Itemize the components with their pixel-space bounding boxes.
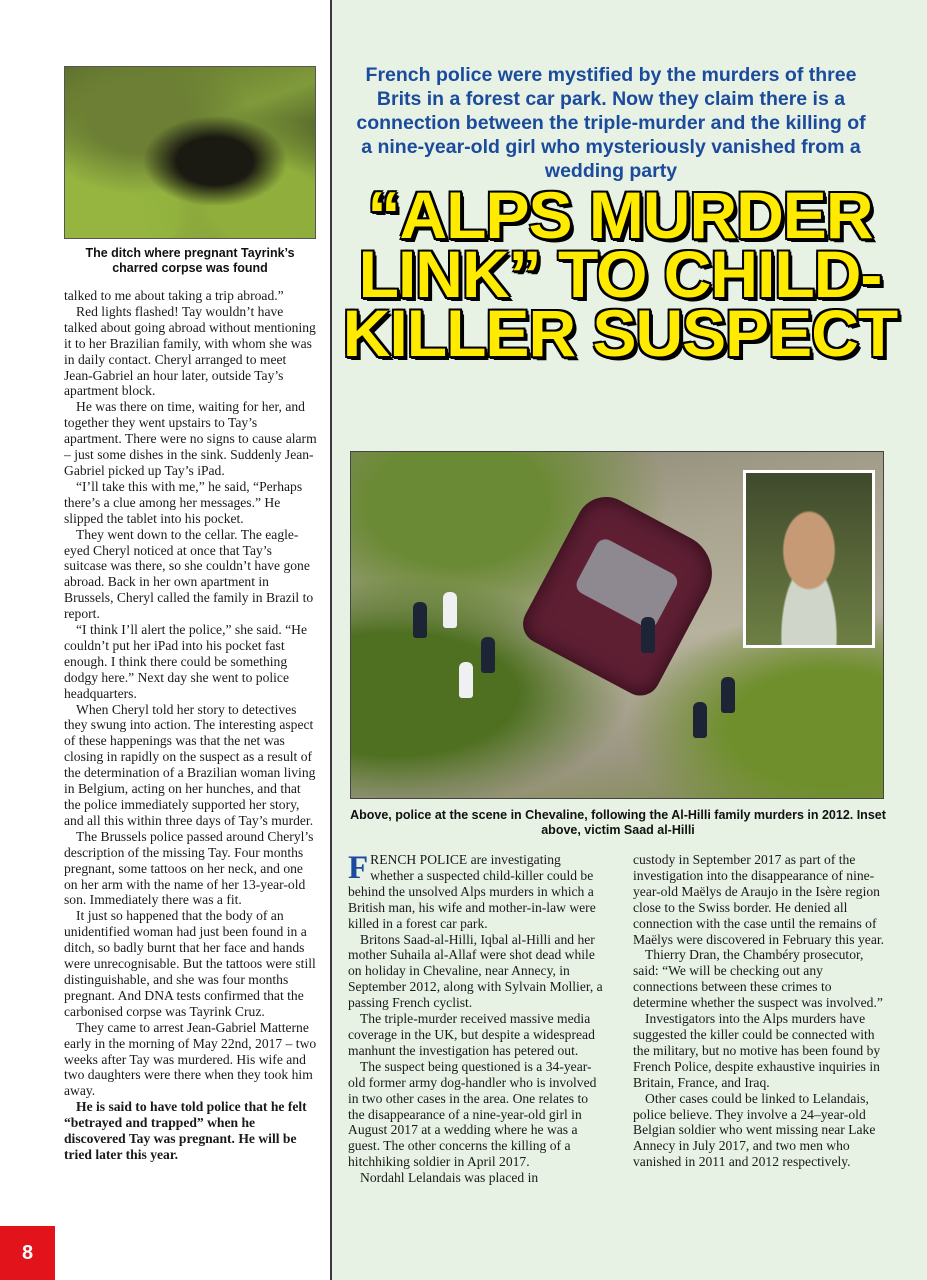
page-number: 8: [0, 1226, 55, 1280]
paragraph: He was there on time, waiting for her, and together they went upstairs to Tay’s apartment. There were no signs to cause alarm – just some dishes in the sink. Suddenly Jean-Gabriel picked up Tay’s iPad.: [64, 399, 317, 478]
standfirst: French police were mystified by the murders of three Brits in a forest car park. Now they claim there is a connection between the triple-murder and the killing of a nine-year-old girl who mysteriously vanished from a wedding party: [356, 64, 866, 182]
paragraph: Investigators into the Alps murders have suggested the killer could be connected with the military, but no motive has been found by French Police, despite exhaustive inquiries in Britain, France, and Iraq.: [633, 1011, 881, 1090]
paragraph: “I’ll take this with me,” he said, “Perhaps there’s a clue among her messages.” He slipped the tablet into his pocket.: [64, 478, 303, 526]
ditch-photo: [64, 66, 316, 239]
paragraph: Thierry Dran, the Chambéry prosecutor, said: “We will be checking out any connections between these crimes to determine whether the suspect was involved.”: [633, 947, 883, 1011]
lead-text: RENCH POLICE are investigating whether a suspected child-killer could be behind the unsolved Alps murders in which a British man, his wife and mother-in-law were killed in a forest car park.: [348, 852, 596, 931]
paragraph: Nordahl Lelandais was placed in: [360, 1170, 539, 1186]
police-figure: [693, 702, 707, 738]
drop-cap: F: [348, 850, 369, 886]
closing-bold-paragraph: He is said to have told police that he felt “betrayed and trapped” when he discovered Tay was pregnant. He will be tried later this year.: [64, 1099, 307, 1162]
victim-portrait: [743, 470, 875, 648]
car-shape: [516, 486, 726, 702]
paragraph: The triple-murder received massive media coverage in the UK, but despite a widespread manhunt the investigation has petered out.: [348, 1011, 595, 1058]
forensic-figure: [459, 662, 473, 698]
paragraph: Britons Saad-al-Hilli, Iqbal al-Hilli and her mother Suhaila al-Allaf were shot dead while on holiday in Chevaline, near Annecy, in September 2012, along with Sylvain Mollier, a passing French cyclist.: [348, 931, 603, 1011]
paragraph: talked to me about taking a trip abroad.”: [64, 288, 284, 303]
headline: “ALPS MURDER LINK” TO CHILD-KILLER SUSPECT: [342, 178, 898, 370]
car-window: [573, 536, 681, 631]
paragraph: custody in September 2017 as part of the investigation into the disappearance of nine-year-old Maëlys de Araujo in the Isère region close to the Swiss border. He denied all connection with the case until the remains of Maëlys were discovered in February this year.: [633, 852, 885, 947]
left-article-column: [64, 288, 318, 1163]
paragraph: When Cheryl told her story to detectives they swung into action. The interesting aspect of these happenings was that the net was closing in rapidly on the suspect as a result of the determination of a Brazilian woman living in Belgium, acting on her hunches, and that the police immediately supported her story, and all this within three days of Tay’s murder.: [64, 701, 316, 828]
police-figure: [641, 617, 655, 653]
ditch-caption: The ditch where pregnant Tayrink’s charred corpse was found: [85, 246, 295, 275]
lead-paragraph: [348, 852, 604, 932]
crime-scene-photo: [350, 451, 884, 799]
paragraph: The Brussels police passed around Cheryl’s description of the missing Tay. Four months pregnant, some tattoos on her neck, and one on her arm with the name of her 13-year-old son. Immediately there was a fit.: [64, 828, 314, 908]
paragraph: Other cases could be linked to Lelandais, police believe. They involve a 24–year-old Belgian soldier who went missing near Lake Annecy in July 2017, and two men who vanished in 2011 and 2012 respectively.: [633, 1090, 876, 1170]
paragraph: They went down to the cellar. The eagle-eyed Cheryl noticed at once that Tay’s suitcase was there, so she couldn’t have gone abroad. Back in her own apartment in Brussels, Cheryl called the family in Brazil to report.: [64, 526, 314, 622]
paragraph: Red lights flashed! Tay wouldn’t have talked about going abroad without mentioning it to her Brazilian family, with whom she was in daily contact. Cheryl arranged to meet Jean-Gabriel an hour later, outside Tay’s apartment block.: [64, 303, 316, 399]
paragraph: It just so happened that the body of an unidentified woman had just been found in a ditch, so badly burnt that her face and hands were unrecognisable. But the tattoos were still distinguishable, and she was four months pregnant. And DNA tests confirmed that the carbonised corpse was Tayrink Cruz.: [64, 908, 316, 1019]
police-figure: [413, 602, 427, 638]
forensic-figure: [443, 592, 457, 628]
paragraph: They came to arrest Jean-Gabriel Matterne early in the morning of May 22nd, 2017 – two weeks after Tay was murdered. His wife and two daughters were there when they took him away.: [64, 1019, 317, 1099]
column-divider: [330, 0, 332, 1280]
paragraph: “I think I’ll alert the police,” she said. “He couldn’t put her iPad into his pocket fast enough. I think there could be something dodgy here.” Next day she went to police headquarters.: [64, 622, 308, 701]
right-article-column: [633, 852, 889, 1170]
police-figure: [721, 677, 735, 713]
scene-caption: Above, police at the scene in Chevaline, following the Al-Hilli family murders in 2012. Inset above, victim Saad al-Hilli: [350, 808, 886, 837]
middle-article-column: [348, 852, 604, 1186]
paragraph: The suspect being questioned is a 34-year-old former army dog-handler who is involved in two other cases in the area. One relates to the disappearance of a nine-year-old girl in August 2017 at a wedding where he was a guest. The other concerns the killing of a hitchhiking soldier in April 2017.: [348, 1058, 597, 1170]
police-figure: [481, 637, 495, 673]
